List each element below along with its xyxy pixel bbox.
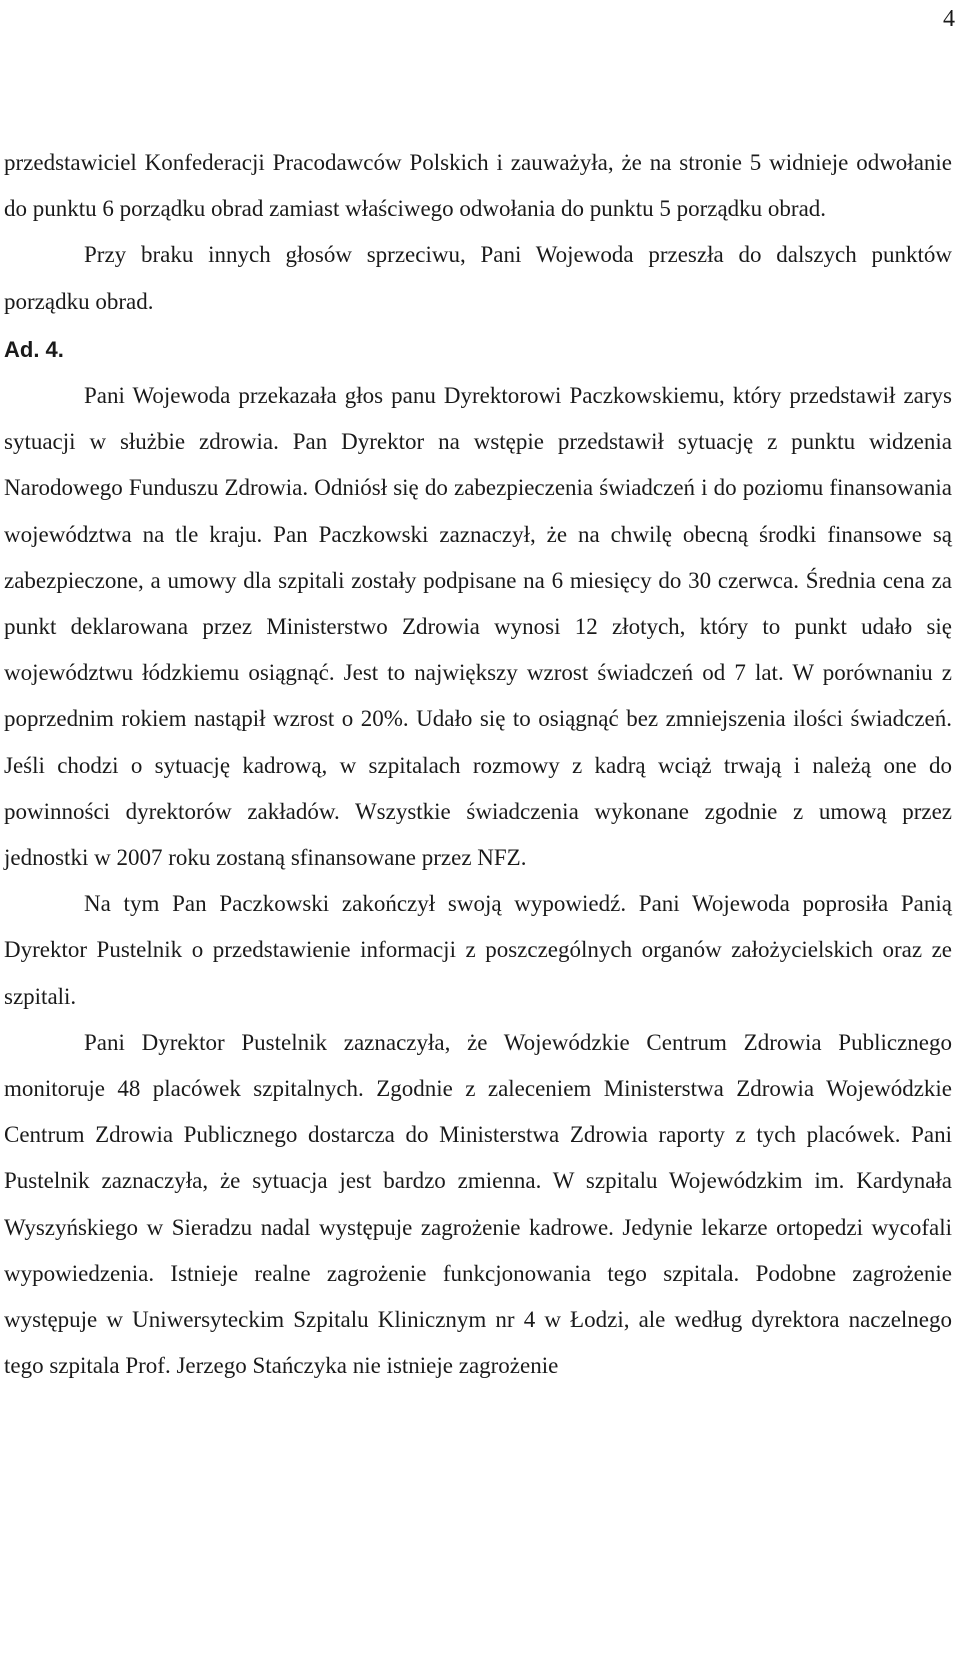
paragraph-continuation: przedstawiciel Konfederacji Pracodawców Polskich i zauważyła, że na stronie 5 widnieje odwołanie do punktu 6 porządku obrad zamiast właściwego odwołania do punktu 5 porządku obrad. bbox=[4, 150, 952, 222]
page-number: 4 bbox=[943, 6, 955, 32]
document-body bbox=[4, 140, 952, 1389]
section-heading: Ad. 4. bbox=[4, 336, 64, 362]
paragraph-director-pustelnik: Pani Dyrektor Pustelnik zaznaczyła, że Wojewódzkie Centrum Zdrowia Publicznego monitoruje 48 placówek szpitalnych. Zgodnie z zaleceniem Ministerstwa Zdrowia Wojewódzkie Centrum Zdrowia Publicznego dostarcza do Ministerstwa Zdrowia raporty z tych placówek. Pani Pustelnik zaznaczyła, że sytuacja jest bardzo zmienna. W szpitalu Wojewódzkim im. Kardynała Wyszyńskiego w Sieradzu nadal występuje zagrożenie kadrowe. Jedynie lekarze ortopedzi wycofali wypowiedzenia. Istnieje realne zagrożenie funkcjonowania tego szpitala. Podobne zagrożenie występuje w Uniwersyteckim Szpitalu Klinicznym nr 4 w Łodzi, ale według dyrektora naczelnego tego szpitala Prof. Jerzego Stańczyka nie istnieje zagrożenie bbox=[4, 1029, 952, 1379]
paragraph-director-paczkowski: Pani Wojewoda przekazała głos panu Dyrektorowi Paczkowskiemu, który przedstawił zarys sytuacji w służbie zdrowia. Pan Dyrektor na wstępie przedstawił sytuację z punktu widzenia Narodowego Funduszu Zdrowia. Odniósł się do zabezpieczenia świadczeń i do poziomu finansowania województwa na tle kraju. Pan Paczkowski zaznaczył, że na chwilę obecną środki finansowe są zabezpieczone, a umowy dla szpitali zostały podpisane na 6 miesięcy do 30 czerwca. Średnia cena za punkt deklarowana przez Ministerstwo Zdrowia wynosi 12 złotych, który to punkt udało się województwu łódzkiemu osiągnąć. Jest to największy wzrost świadczeń od 7 lat. W porównaniu z poprzednim rokiem nastąpił wzrost o 20%. Udało się to osiągnąć bez zmniejszenia ilości świadczeń. Jeśli chodzi o sytuację kadrową, w szpitalach rozmowy z kadrą wciąż trwają i należą one do powinności dyrektorów zakładów. Wszystkie świadczenia wykonane zgodnie z umową przez jednostki w 2007 roku zostaną sfinansowane przez NFZ. bbox=[4, 383, 952, 871]
paragraph-no-objections: Przy braku innych głosów sprzeciwu, Pani Wojewoda przeszła do dalszych punktów porządku obrad. bbox=[4, 242, 952, 314]
paragraph-speech-ended: Na tym Pan Paczkowski zakończył swoją wypowiedź. Pani Wojewoda poprosiła Panią Dyrektor Pustelnik o przedstawienie informacji z poszczególnych organów założycielskich oraz ze szpitali. bbox=[4, 891, 952, 1009]
